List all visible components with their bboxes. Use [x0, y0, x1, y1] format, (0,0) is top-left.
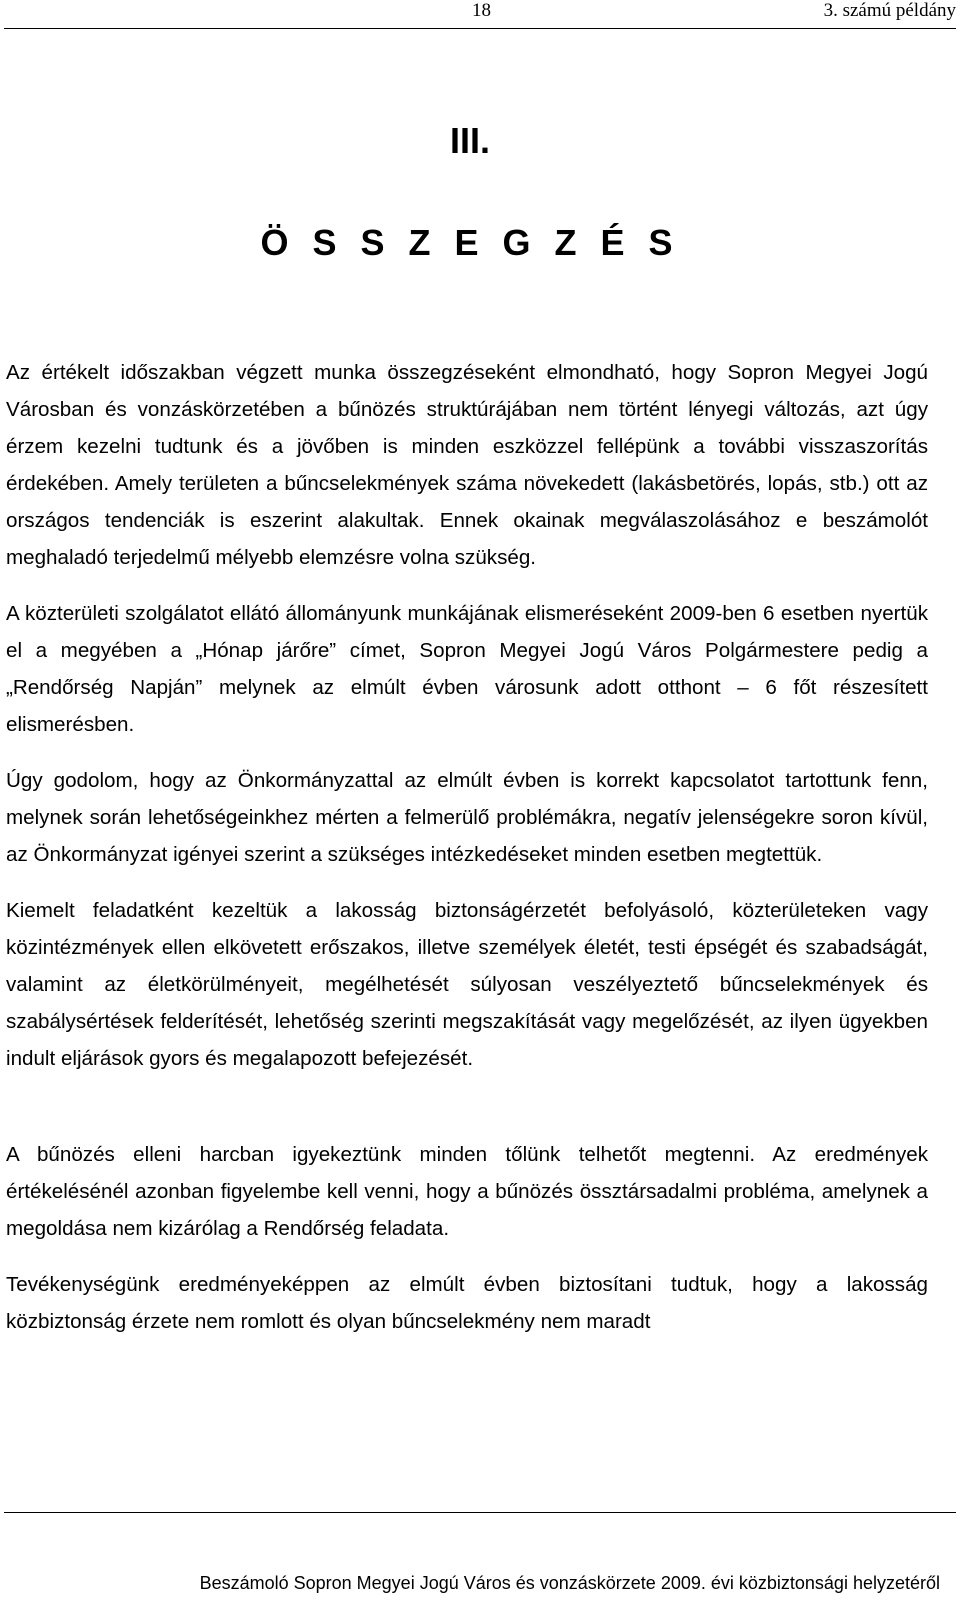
paragraph-recognition: A közterületi szolgálatot ellátó állományunk munkájának elismeréseként 2009-ben 6 esetben nyertük el a megyében a „Hónap járőre” címet, Sopron Megyei Jogú Város Polgármestere pedig a „Rendőrség Napján” melynek az elmúlt évben városunk adott otthont – 6 főt részesített elismerésben.	[6, 602, 928, 736]
copy-label: 3. számú példány	[823, 0, 956, 21]
document-body	[6, 354, 928, 1359]
chapter-number: III.	[449, 120, 490, 161]
paragraph-fight-against-crime: A bűnözés elleni harcban igyekeztünk minden tőlünk telhetőt megtenni. Az eredmények értékelésénél azonban figyelembe kell venni, hogy a bűnözés össztársadalmi probléma, amelynek a megoldása nem kizárólag a Rendőrség feladata.	[6, 1143, 928, 1240]
page-header	[0, 0, 960, 40]
paragraph-summary: Az értékelt időszakban végzett munka összegzéseként elmondható, hogy Sopron Megyei Jogú Városban és vonzáskörzetében a bűnözés struktúrájában nem történt lényegi változás, azt úgy érzem kezelni tudtunk és a jövőben is minden eszközzel fellépünk a további visszaszorítás érdekében. Amely területen a bűncselekmények száma növekedett (lakásbetörés, lopás, stb.) ott az országos tendenciák is eszerint alakultak. Ennek okainak megválaszolásához e beszámolót meghaladó terjedelmű mélyebb elemzésre volna szükség.	[6, 361, 928, 569]
section-title: Ö S S Z E G Z É S	[260, 222, 680, 263]
paragraph-results: Tevékenységünk eredményeképpen az elmúlt évben biztosítani tudtuk, hogy a lakosság közbiztonság érzete nem romlott és olyan bűncselekmény nem maradt	[6, 1273, 928, 1333]
header-divider	[4, 28, 956, 29]
paragraph-municipality: Úgy godolom, hogy az Önkormányzattal az elmúlt évben is korrekt kapcsolatot tartottunk fenn, melynek során lehetőségeinkhez mérten a felmerülő problémákra, negatív jelenségekre soron kívül, az Önkormányzat igényei szerint a szükséges intézkedéseket minden esetben megtettük.	[6, 769, 928, 866]
page-footer: Beszámoló Sopron Megyei Jogú Város és vonzáskörzete 2009. évi közbiztonsági helyzetéről	[199, 1573, 940, 1593]
paragraph-priority-tasks: Kiemelt feladatként kezeltük a lakosság biztonságérzetét befolyásoló, közterületeken vagy közintézmények ellen elkövetett erőszakos, illetve személyek életét, testi épségét és szabadságát, valamint az életkörülményeit, megélhetését súlyosan veszélyeztető bűncselekmények és szabálysértések felderítését, lehetőség szerinti megszakítását vagy megelőzését, az ilyen ügyekben indult eljárások gyors és megalapozott befejezését.	[6, 899, 928, 1070]
page-number: 18	[472, 0, 491, 21]
footer-divider	[4, 1512, 956, 1513]
